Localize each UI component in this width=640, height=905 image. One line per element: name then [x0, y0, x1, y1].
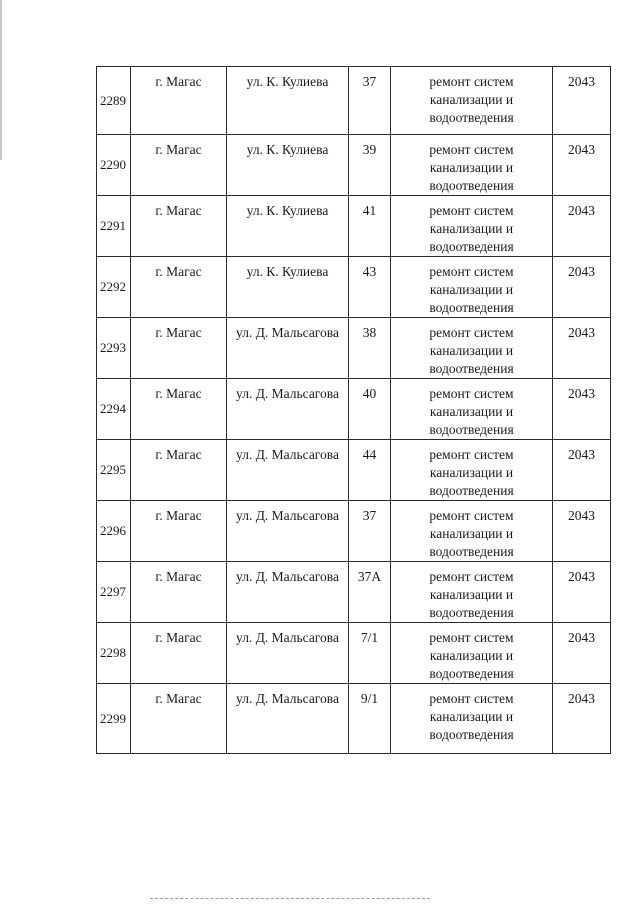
work-type-cell: ремонт систем канализации и водоотведения: [391, 67, 553, 135]
row-number: 2292: [97, 257, 131, 318]
table-row: [97, 562, 611, 623]
table-row: [97, 684, 611, 754]
house-cell: 39: [349, 135, 391, 196]
table-row: [97, 257, 611, 318]
year-cell: 2043: [553, 196, 611, 257]
table-row: [97, 67, 611, 135]
house-cell: 38: [349, 318, 391, 379]
table-row: [97, 501, 611, 562]
table-row: [97, 440, 611, 501]
street-cell: ул. К. Кулиева: [227, 67, 349, 135]
street-cell: ул. Д. Мальсагова: [227, 501, 349, 562]
house-cell: 37А: [349, 562, 391, 623]
city-cell: г. Магас: [131, 562, 227, 623]
year-cell: 2043: [553, 257, 611, 318]
year-cell: 2043: [553, 135, 611, 196]
row-number: 2291: [97, 196, 131, 257]
row-number: 2289: [97, 67, 131, 135]
year-cell: 2043: [553, 684, 611, 754]
year-cell: 2043: [553, 318, 611, 379]
table-row: [97, 379, 611, 440]
year-cell: 2043: [553, 623, 611, 684]
city-cell: г. Магас: [131, 440, 227, 501]
house-cell: 37: [349, 501, 391, 562]
house-cell: 44: [349, 440, 391, 501]
street-cell: ул. К. Кулиева: [227, 196, 349, 257]
street-cell: ул. Д. Мальсагова: [227, 379, 349, 440]
table-body: [97, 67, 611, 754]
street-cell: ул. Д. Мальсагова: [227, 562, 349, 623]
house-cell: 9/1: [349, 684, 391, 754]
work-type-cell: ремонт систем канализации и водоотведения: [391, 196, 553, 257]
row-number: 2298: [97, 623, 131, 684]
city-cell: г. Магас: [131, 318, 227, 379]
city-cell: г. Магас: [131, 135, 227, 196]
street-cell: ул. К. Кулиева: [227, 135, 349, 196]
row-number: 2299: [97, 684, 131, 754]
year-cell: 2043: [553, 440, 611, 501]
row-number: 2296: [97, 501, 131, 562]
repair-schedule-table: [96, 66, 611, 754]
work-type-cell: ремонт систем канализации и водоотведения: [391, 623, 553, 684]
city-cell: г. Магас: [131, 379, 227, 440]
street-cell: ул. Д. Мальсагова: [227, 318, 349, 379]
row-number: 2294: [97, 379, 131, 440]
year-cell: 2043: [553, 562, 611, 623]
scan-edge: [0, 0, 2, 160]
year-cell: 2043: [553, 379, 611, 440]
table-row: [97, 623, 611, 684]
footer-dashed-line: [150, 898, 430, 900]
row-number: 2290: [97, 135, 131, 196]
work-type-cell: ремонт систем канализации и водоотведения: [391, 440, 553, 501]
house-cell: 7/1: [349, 623, 391, 684]
work-type-cell: ремонт систем канализации и водоотведения: [391, 562, 553, 623]
work-type-cell: ремонт систем канализации и водоотведения: [391, 501, 553, 562]
city-cell: г. Магас: [131, 501, 227, 562]
house-cell: 41: [349, 196, 391, 257]
table-row: [97, 135, 611, 196]
table-row: [97, 318, 611, 379]
house-cell: 40: [349, 379, 391, 440]
street-cell: ул. Д. Мальсагова: [227, 684, 349, 754]
street-cell: ул. Д. Мальсагова: [227, 623, 349, 684]
row-number: 2295: [97, 440, 131, 501]
work-type-cell: ремонт систем канализации и водоотведения: [391, 135, 553, 196]
street-cell: ул. Д. Мальсагова: [227, 440, 349, 501]
street-cell: ул. К. Кулиева: [227, 257, 349, 318]
work-type-cell: ремонт систем канализации и водоотведения: [391, 257, 553, 318]
work-type-cell: ремонт систем канализации и водоотведения: [391, 684, 553, 754]
city-cell: г. Магас: [131, 67, 227, 135]
city-cell: г. Магас: [131, 684, 227, 754]
work-type-cell: ремонт систем канализации и водоотведения: [391, 318, 553, 379]
city-cell: г. Магас: [131, 196, 227, 257]
city-cell: г. Магас: [131, 257, 227, 318]
row-number: 2293: [97, 318, 131, 379]
year-cell: 2043: [553, 501, 611, 562]
work-type-cell: ремонт систем канализации и водоотведения: [391, 379, 553, 440]
year-cell: 2043: [553, 67, 611, 135]
city-cell: г. Магас: [131, 623, 227, 684]
house-cell: 43: [349, 257, 391, 318]
table-row: [97, 196, 611, 257]
row-number: 2297: [97, 562, 131, 623]
house-cell: 37: [349, 67, 391, 135]
